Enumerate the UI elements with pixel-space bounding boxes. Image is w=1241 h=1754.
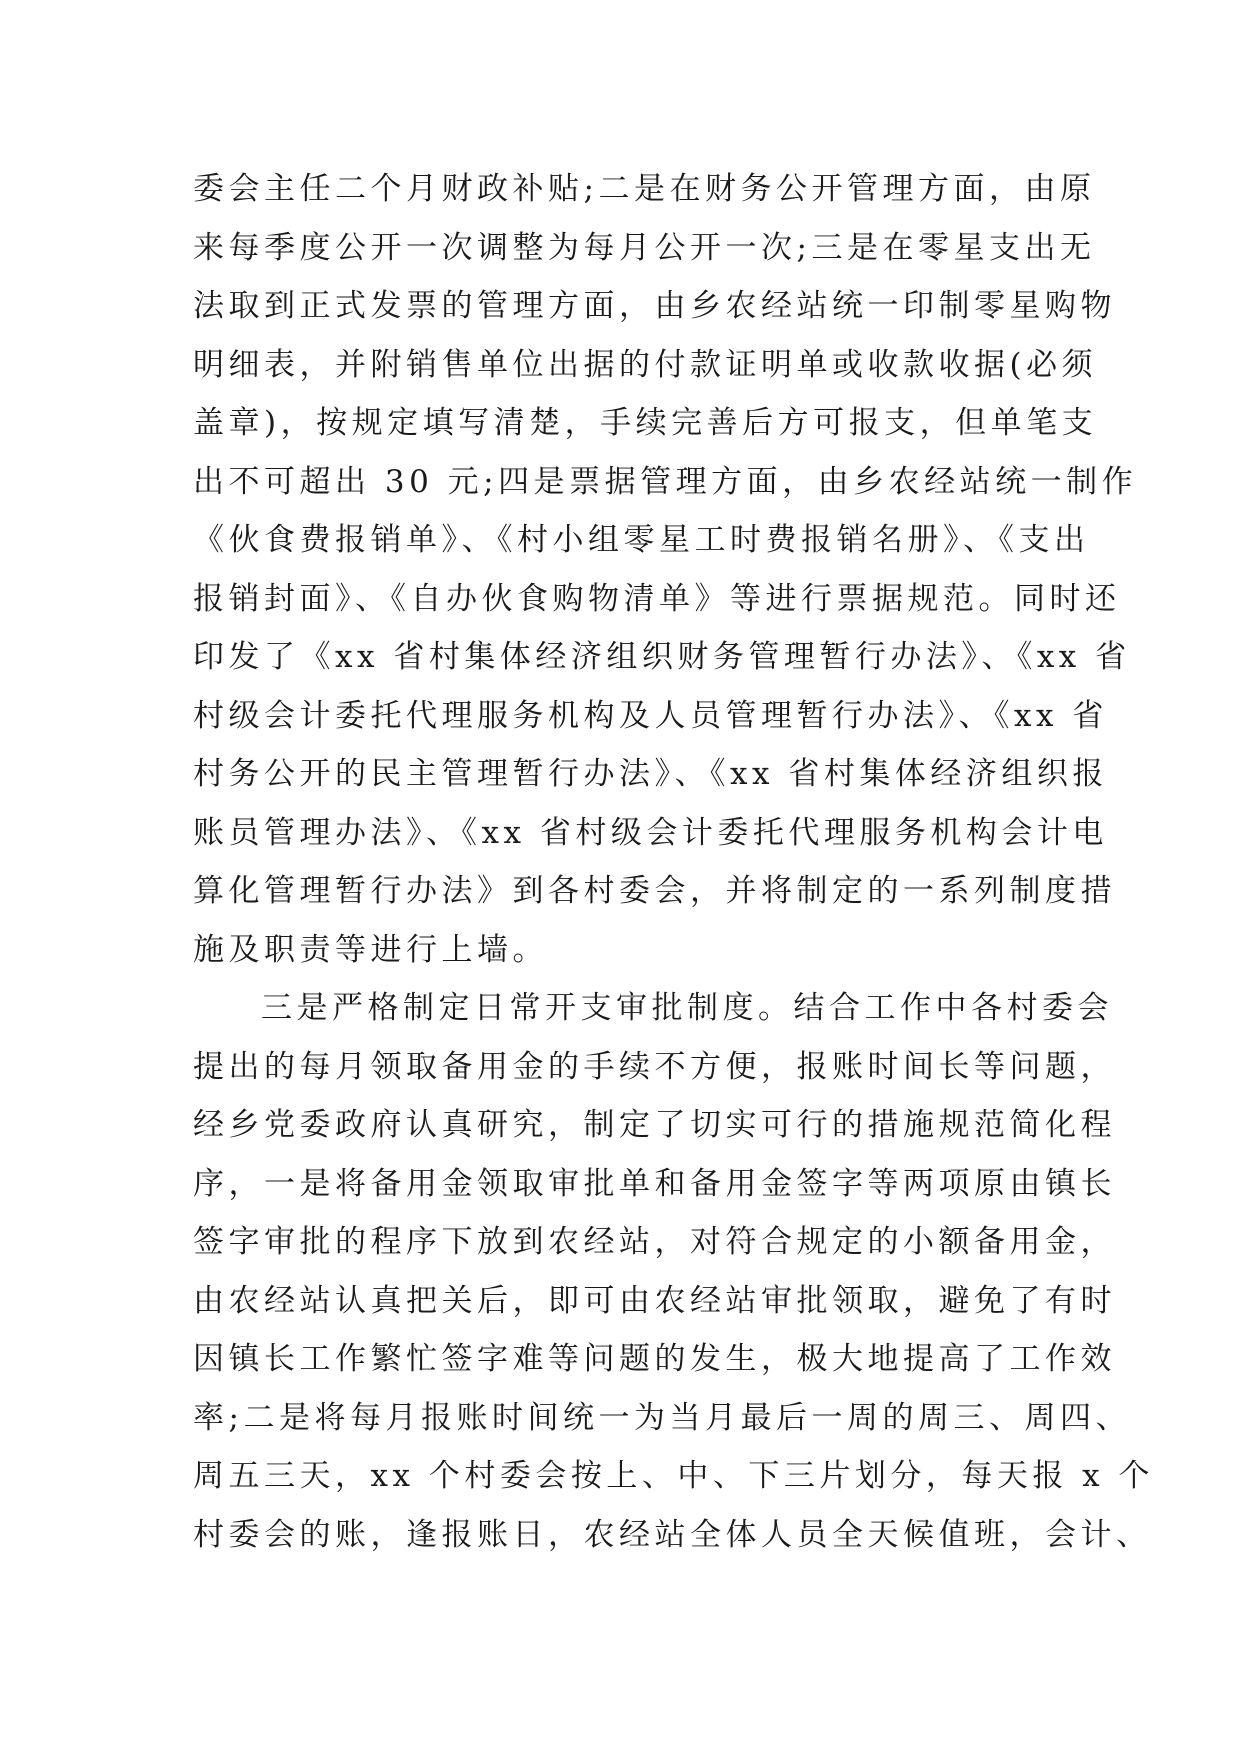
text-line: 施及职责等进行上墙。	[193, 931, 548, 968]
text-line: 村委会的账，逢报账日，农经站全体人员全天候值班，会计、	[193, 1516, 1152, 1553]
text-line: 算化管理暂行办法》到各村委会，并将制定的一系列制度措	[193, 873, 1116, 909]
text-line: 明细表，并附销售单位出据的付款证明单或收款收据(必须	[193, 346, 1098, 383]
text-line: 由农经站认真把关后，即可由农经站审批领取，避免了有时	[193, 1282, 1116, 1319]
text-line: 账员管理办法》、《xx 省村级会计委托代理服务机构会计电	[193, 814, 1108, 851]
text-line: 率;二是将每月报账时间统一为当月最后一周的周三、周四、	[193, 1399, 1131, 1436]
paragraph-1	[193, 160, 1138, 979]
text-line: 盖章)，按规定填写清楚，手续完善后方可报支，但单笔支	[193, 405, 1098, 441]
document-body	[193, 160, 1155, 1564]
text-line: 周五三天，xx 个村委会按上、中、下三片划分，每天报 x 个	[193, 1458, 1155, 1494]
text-line: 来每季度公开一次调整为每月公开一次;三是在零星支出无	[193, 229, 1096, 266]
text-line: 印发了《xx 省村集体经济组织财务管理暂行办法》、《xx 省	[193, 639, 1131, 675]
text-line: 委会主任二个月财政补贴;二是在财务公开管理方面，由原	[193, 171, 1096, 207]
text-line: 报销封面》、《自办伙食购物清单》等进行票据规范。同时还	[193, 580, 1121, 617]
text-line: 经乡党委政府认真研究，制定了切实可行的措施规范简化程	[193, 1107, 1116, 1143]
text-line: 提出的每月领取备用金的手续不方便，报账时间长等问题，	[193, 1048, 1116, 1085]
text-line: 《伙食费报销单》、《村小组零星工时费报销名册》、《支出	[193, 522, 1090, 558]
paragraph-2	[193, 979, 1155, 1564]
text-line: 序，一是将备用金领取审批单和备用金签字等两项原由镇长	[193, 1165, 1116, 1202]
text-line: 法取到正式发票的管理方面，由乡农经站统一印制零星购物	[193, 288, 1116, 324]
text-line: 因镇长工作繁忙签字难等问题的发生，极大地提高了工作效	[193, 1341, 1116, 1377]
text-line: 出不可超出 30 元;四是票据管理方面，由乡农经站统一制作	[193, 463, 1138, 500]
text-line: 村务公开的民主管理暂行办法》、《xx 省村集体经济组织报	[193, 756, 1108, 792]
text-line-indented: 三是严格制定日常开支审批制度。结合工作中各村委会	[261, 990, 1113, 1026]
text-line: 签字审批的程序下放到农经站，对符合规定的小额备用金，	[193, 1224, 1116, 1260]
text-line: 村级会计委托代理服务机构及人员管理暂行办法》、《xx 省	[193, 697, 1108, 734]
